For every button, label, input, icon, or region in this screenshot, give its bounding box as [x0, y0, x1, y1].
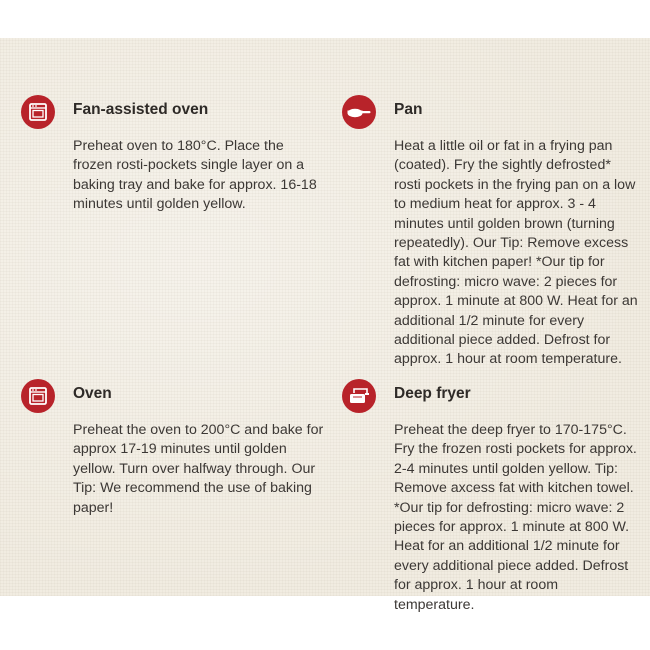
section-text: Heat a little oil or fat in a frying pan (coated). Fry the sightly defrosted* rosti pockets in the frying pan on a low to medium heat for approx. 3 - 4 minutes until golden brown (turning repeatedly). Our Tip: Remove excess fat with kitchen paper! *Our tip for defrosting: micro wave: 2 pieces for approx. 1 minute at 800 W. Heat for an additional 1/2 minute for every additional piece added. Defrost for approx. 1 hour at room temperature.: [394, 138, 638, 368]
oven-icon: [21, 379, 55, 413]
section-title: Fan-assisted oven: [73, 101, 209, 118]
deep-fryer-icon: [342, 379, 376, 413]
section-title: Deep fryer: [394, 385, 471, 402]
frying-pan-icon: [342, 95, 376, 129]
instructions-panel: [0, 38, 650, 613]
section-title: Oven: [73, 385, 112, 402]
section-title: Pan: [394, 101, 423, 118]
section-text: Preheat oven to 180°C. Place the frozen rosti-pockets single layer on a baking tray and bake for approx. 16-18 minutes until golden yellow.: [73, 138, 317, 213]
oven-icon: [21, 95, 55, 129]
section-text: Preheat the deep fryer to 170-175°C. Fry the frozen rosti pockets for approx. 2-4 minutes until golden yellow. Tip: Remove axcess fat with kitchen towel. *Our tip for defrosting: micro wave: 2 pieces for approx. 1 minute at 800 W. Heat for an additional 1/2 minute for every additional piece added. Defrost for approx. 1 hour at room temperature.: [394, 422, 637, 613]
section-text: Preheat the oven to 200°C and bake for approx 17-19 minutes until golden yellow. Turn over halfway through. Our Tip: We recommend the use of baking paper!: [73, 422, 324, 516]
